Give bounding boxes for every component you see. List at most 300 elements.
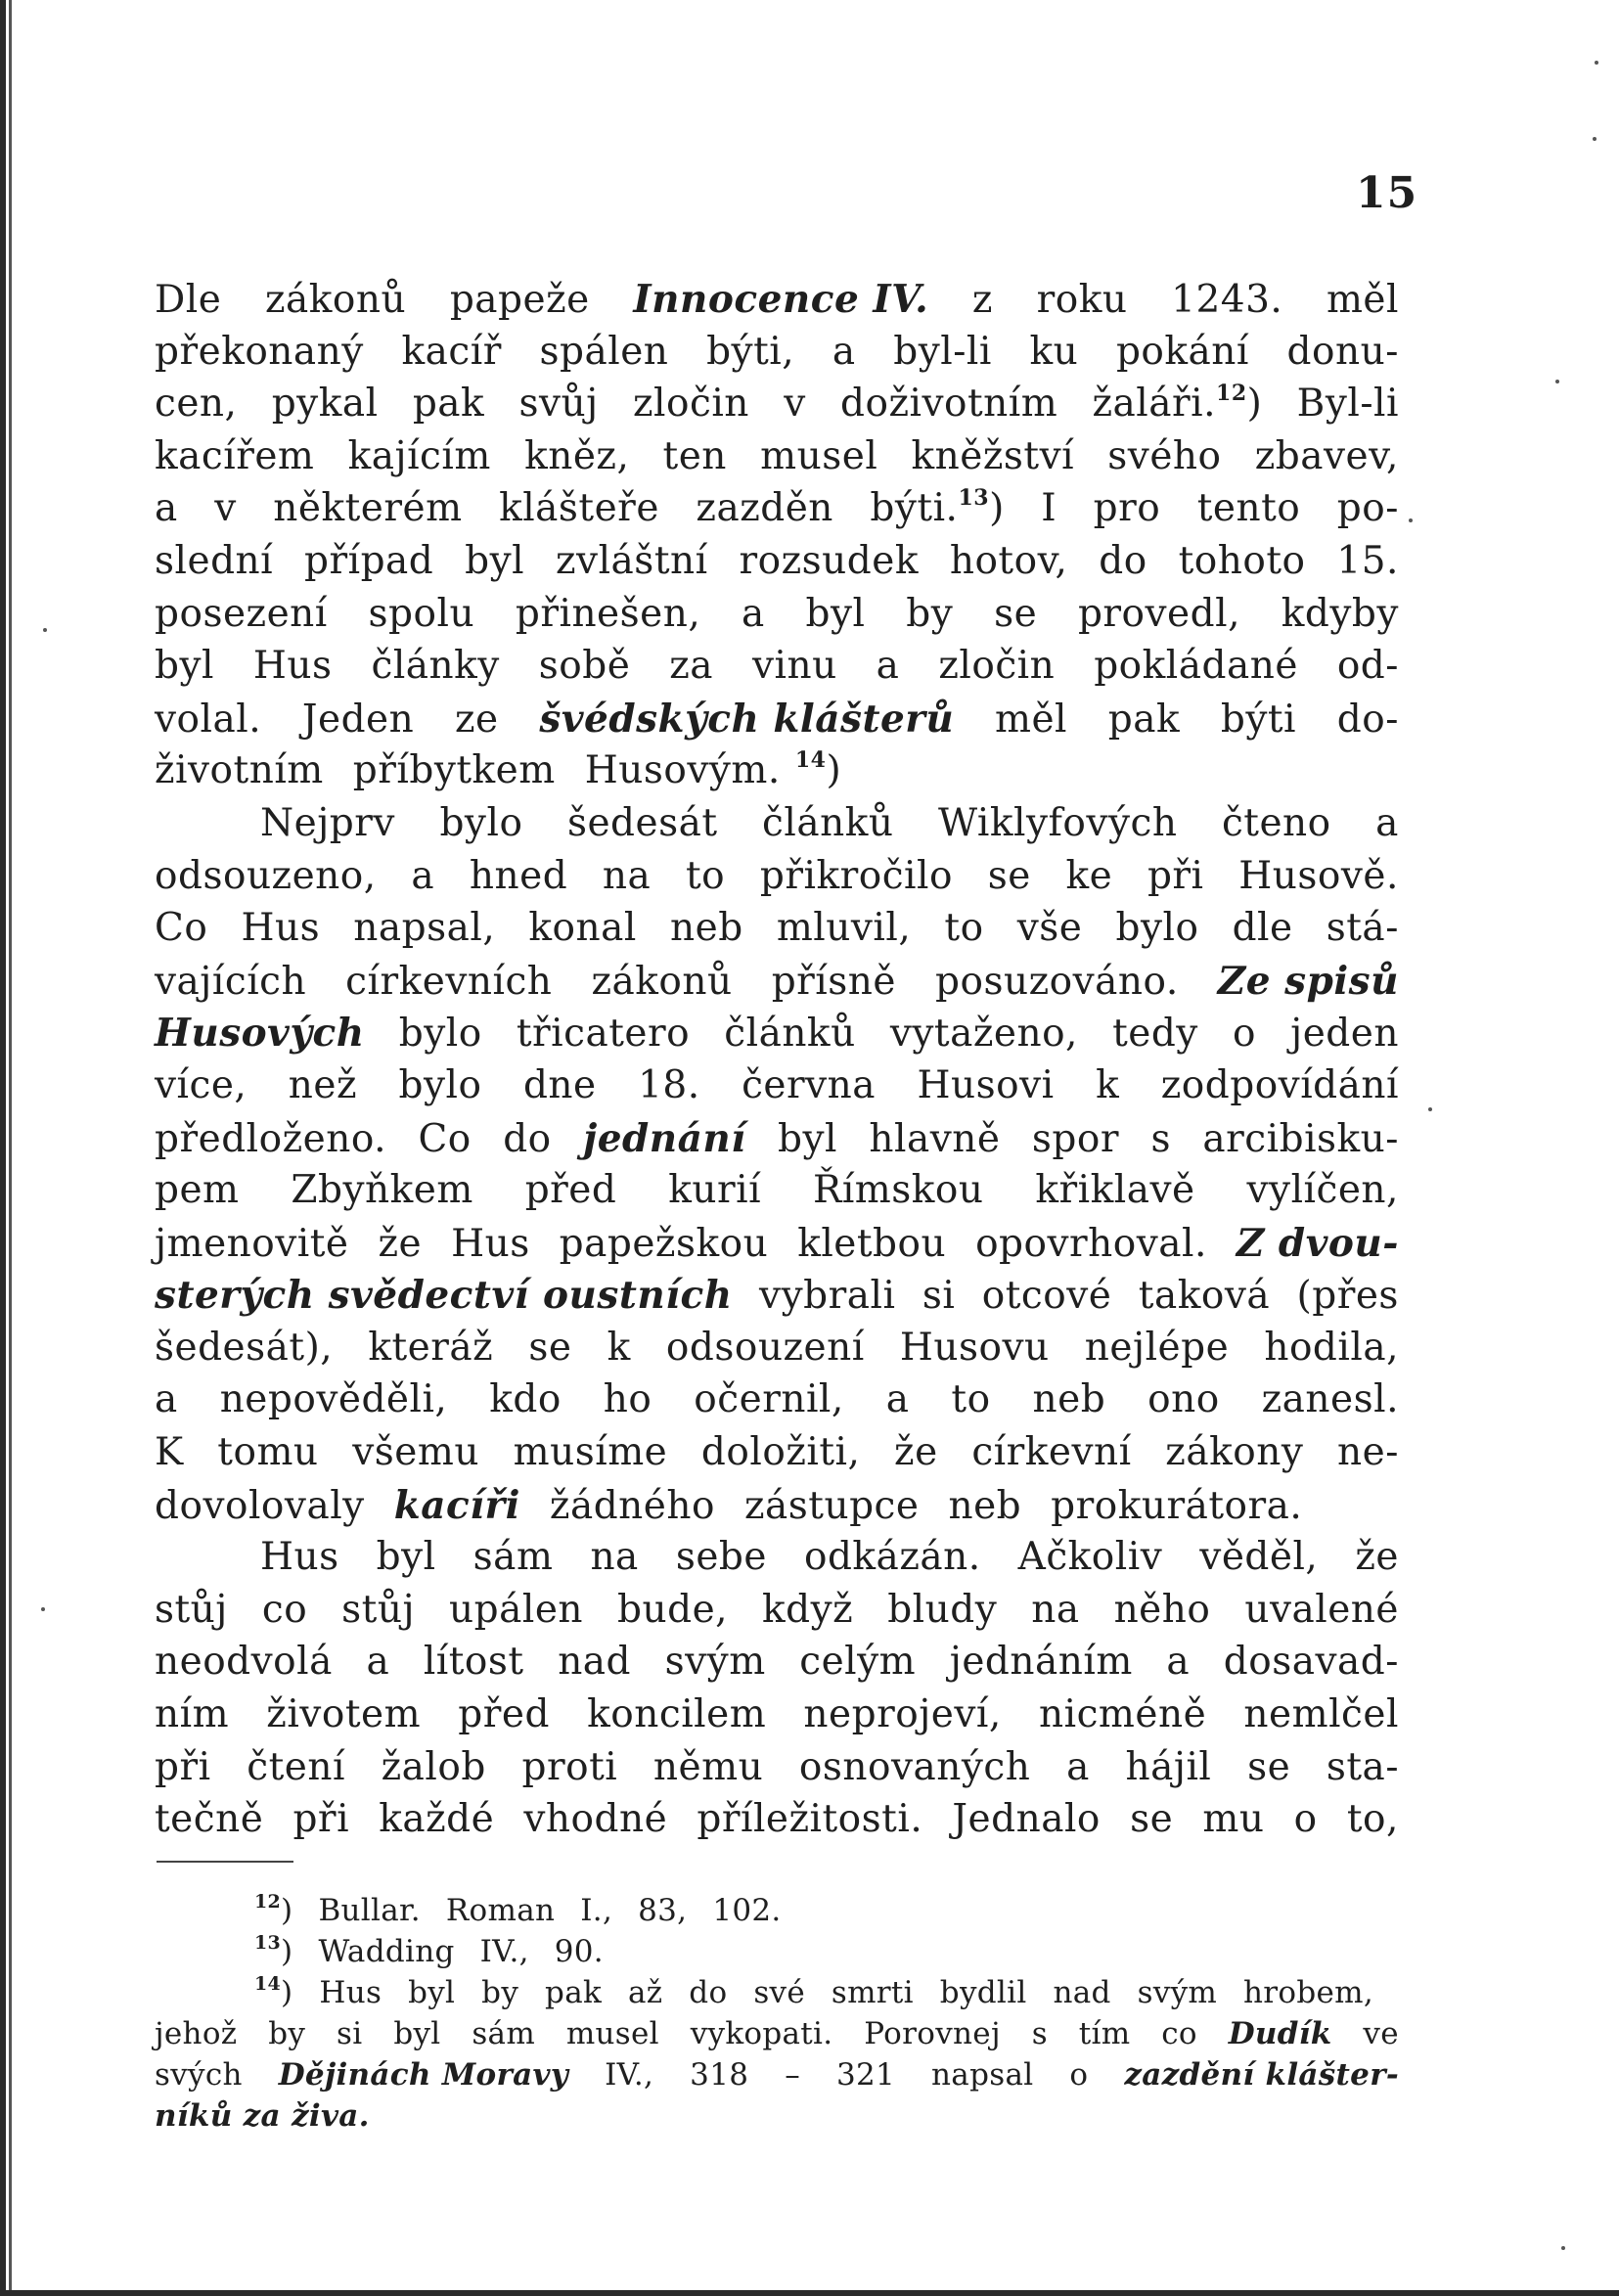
word-group bbox=[523, 1797, 667, 1841]
word: a bbox=[1166, 1640, 1191, 1685]
word: taková bbox=[1138, 1274, 1271, 1319]
word-group bbox=[523, 1063, 597, 1107]
word-group bbox=[337, 2016, 362, 2051]
word: ) bbox=[989, 486, 1005, 531]
scan-edge-left bbox=[0, 0, 6, 2296]
word: případ bbox=[304, 538, 434, 583]
word-group bbox=[762, 801, 893, 845]
word-group bbox=[558, 1640, 631, 1684]
word: ku bbox=[1029, 329, 1079, 374]
word-group bbox=[982, 1274, 1112, 1318]
word: do bbox=[503, 1116, 552, 1161]
word-group bbox=[706, 330, 794, 374]
word: dle bbox=[1232, 906, 1293, 951]
word: bylo bbox=[398, 1012, 482, 1057]
word: kletbou bbox=[797, 1221, 947, 1266]
word-group bbox=[318, 1934, 467, 1969]
word-group bbox=[785, 2057, 800, 2093]
word: měl bbox=[1326, 278, 1399, 322]
word: neb bbox=[1032, 1377, 1106, 1422]
word-group bbox=[804, 1535, 981, 1579]
word-group bbox=[1108, 698, 1180, 742]
word-group bbox=[912, 434, 1075, 478]
word: kněz, bbox=[524, 433, 630, 478]
word: papeže bbox=[449, 278, 590, 322]
word-group bbox=[265, 278, 406, 322]
word-group bbox=[950, 539, 1068, 583]
word-group bbox=[379, 1797, 494, 1841]
word-group bbox=[628, 1975, 675, 2010]
word: zazdění klášter- bbox=[1124, 2057, 1399, 2093]
word-group bbox=[1085, 1326, 1229, 1370]
word-group bbox=[591, 960, 732, 1004]
word-group bbox=[155, 486, 178, 530]
word: kteráž bbox=[368, 1325, 494, 1370]
word-group bbox=[806, 592, 866, 636]
word-group bbox=[762, 1588, 853, 1632]
word-group bbox=[528, 1326, 571, 1370]
word: se bbox=[1130, 1797, 1174, 1842]
word-group bbox=[503, 1117, 551, 1161]
word: vajících bbox=[155, 959, 307, 1004]
word: Zbyňkem bbox=[291, 1168, 473, 1213]
word: do bbox=[1099, 538, 1147, 583]
word-group bbox=[253, 644, 333, 688]
scan-speck bbox=[1561, 2246, 1565, 2250]
word: Ačkoliv bbox=[1017, 1535, 1163, 1580]
word: k bbox=[1096, 1062, 1120, 1107]
word-group bbox=[371, 644, 499, 688]
word: arcibisku- bbox=[1202, 1116, 1399, 1161]
word: příležitosti. bbox=[697, 1797, 923, 1842]
word-group bbox=[155, 854, 377, 898]
footnote-marker: 13 bbox=[958, 485, 990, 512]
word-group bbox=[799, 1745, 1031, 1789]
word: 321 bbox=[836, 2057, 896, 2093]
text-line bbox=[155, 959, 1399, 1012]
word-group bbox=[155, 698, 261, 742]
text-line bbox=[155, 906, 1399, 959]
word-group bbox=[394, 1483, 535, 1528]
text-line bbox=[155, 1745, 1399, 1798]
word: věděl, bbox=[1199, 1535, 1319, 1580]
word-group bbox=[1094, 644, 1298, 688]
word-group bbox=[1237, 1221, 1399, 1266]
word: měl bbox=[994, 697, 1068, 742]
word: hlavně bbox=[869, 1116, 1001, 1161]
word-group bbox=[669, 644, 713, 688]
word: jednáním bbox=[949, 1640, 1133, 1685]
word: sobě bbox=[538, 644, 631, 689]
word-group bbox=[366, 1640, 389, 1684]
word: v bbox=[784, 382, 806, 427]
word: posezení bbox=[155, 591, 328, 636]
word: čteno bbox=[1221, 800, 1331, 845]
word-group bbox=[1018, 1535, 1163, 1579]
word-group bbox=[1222, 801, 1331, 845]
word-group bbox=[408, 1975, 468, 2010]
word-group bbox=[988, 854, 1031, 898]
word-group bbox=[778, 1117, 837, 1161]
word: 83, bbox=[638, 1893, 688, 1928]
word: šedesát), bbox=[155, 1325, 334, 1370]
word-group bbox=[528, 906, 636, 950]
word-group bbox=[900, 1326, 1050, 1370]
word: musel bbox=[760, 433, 878, 478]
word-group bbox=[1363, 2016, 1398, 2051]
word: církevních bbox=[345, 959, 553, 1004]
word-group bbox=[345, 960, 552, 1004]
word: proti bbox=[521, 1744, 618, 1789]
word: ho bbox=[603, 1377, 652, 1422]
word-group bbox=[545, 1975, 614, 2010]
word-group bbox=[1297, 382, 1399, 426]
word: bydlil bbox=[939, 1975, 1027, 2010]
word: pro bbox=[1093, 486, 1161, 531]
word: pak bbox=[1107, 697, 1181, 742]
word-group bbox=[1244, 1588, 1399, 1632]
word-group bbox=[975, 1222, 1207, 1266]
word: se bbox=[1247, 1744, 1291, 1789]
word: 90. bbox=[554, 1934, 604, 1969]
word-group bbox=[1337, 698, 1399, 742]
word: Z dvou- bbox=[1236, 1220, 1399, 1266]
word-group bbox=[1247, 1168, 1399, 1212]
word-group bbox=[938, 801, 1177, 845]
word-group bbox=[890, 1012, 1078, 1056]
word-group bbox=[480, 1934, 542, 1969]
word-group bbox=[424, 1640, 524, 1684]
word-group bbox=[753, 1975, 818, 2010]
word-group bbox=[1287, 330, 1399, 374]
word-group bbox=[832, 1975, 926, 2010]
word-group bbox=[1147, 854, 1204, 898]
word: Husovu bbox=[899, 1325, 1050, 1370]
word-group bbox=[1166, 1640, 1190, 1684]
word-group bbox=[1327, 1745, 1399, 1789]
footnote-line bbox=[155, 2016, 1399, 2057]
word-group bbox=[1165, 1430, 1303, 1474]
word-group bbox=[724, 1012, 855, 1056]
word: Byl-li bbox=[1296, 382, 1399, 427]
word-group bbox=[369, 592, 475, 636]
word-group bbox=[155, 1745, 211, 1789]
word: se bbox=[987, 853, 1031, 898]
word-group bbox=[712, 1893, 793, 1928]
word: tedy bbox=[1112, 1012, 1198, 1057]
word: kněžství bbox=[911, 433, 1075, 478]
word: neodvolá bbox=[155, 1640, 333, 1685]
word: očernil, bbox=[694, 1377, 844, 1422]
word-group bbox=[1171, 278, 1282, 322]
footnote-line bbox=[155, 1893, 1399, 1934]
word-group bbox=[952, 1797, 1101, 1841]
word: při bbox=[155, 1744, 211, 1789]
word: švédských klášterů bbox=[539, 696, 955, 742]
word: tečně bbox=[155, 1797, 264, 1842]
word: kacířem bbox=[155, 433, 315, 478]
word-group bbox=[1336, 539, 1399, 583]
word-group bbox=[525, 1168, 617, 1212]
word-group bbox=[555, 1934, 616, 1969]
word: a bbox=[1066, 1744, 1090, 1789]
word-group bbox=[1224, 1640, 1399, 1684]
word-group bbox=[560, 1222, 769, 1266]
word: jehož bbox=[155, 2016, 238, 2051]
word: nad bbox=[558, 1640, 632, 1685]
word-group bbox=[413, 382, 484, 426]
word: Dle bbox=[155, 278, 222, 322]
word: nejlépe bbox=[1084, 1325, 1230, 1370]
word: býti bbox=[1220, 697, 1297, 742]
word-group bbox=[1375, 801, 1399, 845]
word-group bbox=[1233, 906, 1293, 950]
word: byl-li bbox=[893, 329, 992, 374]
word: ve bbox=[1363, 2016, 1399, 2051]
scan-edge-bottom bbox=[0, 2290, 1619, 2296]
word: žádného bbox=[549, 1483, 715, 1528]
word: 102. bbox=[712, 1893, 782, 1928]
word-group bbox=[1202, 1117, 1399, 1161]
word-group bbox=[566, 2016, 659, 2051]
word-group bbox=[944, 906, 983, 950]
word: dne bbox=[522, 1062, 597, 1107]
word: neprojeví, bbox=[803, 1692, 1002, 1737]
word: tohoto bbox=[1178, 538, 1306, 583]
word-group bbox=[931, 2057, 1033, 2093]
word-group bbox=[352, 1430, 479, 1474]
word-group bbox=[784, 382, 806, 426]
word: napsal, bbox=[353, 906, 496, 951]
word-group bbox=[1337, 1430, 1399, 1474]
word-group bbox=[1096, 1063, 1119, 1107]
footnote-rule bbox=[157, 1861, 293, 1863]
word-group bbox=[155, 1797, 263, 1841]
word-group bbox=[940, 1975, 1040, 2010]
word: opovrhoval. bbox=[975, 1221, 1207, 1266]
word: Porovnej bbox=[864, 2016, 1001, 2051]
word-group bbox=[247, 1745, 345, 1789]
word-group bbox=[1139, 1274, 1270, 1318]
word-group bbox=[472, 2016, 535, 2051]
word-group bbox=[220, 1377, 448, 1421]
word-group bbox=[663, 434, 727, 478]
word-group bbox=[304, 539, 433, 583]
word-group bbox=[1094, 486, 1161, 530]
word-group bbox=[1247, 1745, 1290, 1789]
word: pokání bbox=[1115, 329, 1249, 374]
word: své bbox=[753, 1975, 805, 2010]
text-line bbox=[155, 1588, 1399, 1641]
word-group bbox=[155, 1640, 333, 1684]
text-line bbox=[155, 748, 1399, 801]
word-group bbox=[465, 539, 524, 583]
word: při bbox=[1147, 853, 1204, 898]
word-group bbox=[450, 278, 590, 322]
word-group bbox=[585, 748, 856, 792]
word: spolu bbox=[368, 591, 475, 636]
word-group bbox=[458, 1692, 550, 1736]
word: byl bbox=[778, 1116, 837, 1161]
word: němu bbox=[652, 1744, 764, 1789]
word-group bbox=[155, 2016, 237, 2051]
word: ) bbox=[281, 1934, 293, 1969]
word-group bbox=[691, 2016, 833, 2051]
word: to, bbox=[1346, 1797, 1399, 1842]
word: svého bbox=[1107, 433, 1222, 478]
word-group bbox=[772, 960, 896, 1004]
word-group bbox=[1124, 2057, 1399, 2093]
word: hájil bbox=[1125, 1744, 1212, 1789]
word: ono bbox=[1147, 1377, 1220, 1422]
word: sám bbox=[472, 1535, 554, 1580]
word: přinešen, bbox=[515, 591, 701, 636]
word-group bbox=[1069, 2057, 1088, 2093]
word: k bbox=[607, 1325, 631, 1370]
word-group bbox=[1161, 2016, 1197, 2051]
word: června bbox=[742, 1062, 877, 1107]
word-group bbox=[214, 486, 237, 530]
word-group bbox=[1197, 486, 1301, 530]
word-group bbox=[289, 1063, 357, 1107]
word: byl bbox=[393, 2016, 441, 2051]
word: a bbox=[876, 644, 900, 689]
word-group bbox=[864, 2016, 1001, 2051]
footnote-marker: 12 bbox=[254, 1891, 282, 1913]
word: na bbox=[1031, 1587, 1080, 1632]
word: při bbox=[292, 1797, 350, 1842]
word: co bbox=[261, 1587, 308, 1632]
word-group bbox=[539, 697, 954, 742]
word-group bbox=[605, 2057, 653, 2093]
word: mu bbox=[1202, 1797, 1265, 1842]
word-group bbox=[1327, 906, 1399, 950]
word-group bbox=[539, 644, 631, 688]
text-line bbox=[155, 330, 1399, 383]
word-group bbox=[1031, 1588, 1079, 1632]
word-group bbox=[449, 1588, 583, 1632]
word: žalob bbox=[381, 1744, 486, 1789]
word-group bbox=[377, 1535, 436, 1579]
word: Roman bbox=[445, 1893, 556, 1928]
word: v bbox=[214, 486, 237, 531]
word: zbavev, bbox=[1254, 433, 1399, 478]
text-line bbox=[155, 1326, 1399, 1378]
word-group bbox=[399, 1012, 482, 1056]
word-group bbox=[155, 1377, 178, 1421]
word-group bbox=[894, 1430, 938, 1474]
word: více, bbox=[155, 1062, 247, 1107]
word: Husovi bbox=[917, 1062, 1055, 1107]
word-group bbox=[1243, 1692, 1399, 1736]
word: musel bbox=[565, 2016, 659, 2051]
word-group bbox=[302, 698, 414, 742]
word-group bbox=[690, 2057, 748, 2093]
word-group bbox=[1033, 1377, 1106, 1421]
word: by bbox=[268, 2016, 306, 2051]
word: do- bbox=[1336, 697, 1399, 742]
word-group bbox=[1150, 1117, 1171, 1161]
word: I bbox=[1041, 486, 1057, 531]
word-group bbox=[1282, 592, 1399, 636]
word-group bbox=[1130, 1797, 1173, 1841]
word-group bbox=[155, 1588, 228, 1632]
word-group bbox=[540, 330, 669, 374]
word-group bbox=[1037, 278, 1128, 322]
text-line bbox=[155, 592, 1399, 645]
word: napsal bbox=[931, 2057, 1034, 2093]
word: smrti bbox=[831, 1975, 914, 2010]
word: až bbox=[627, 1975, 663, 2010]
word: byl bbox=[465, 538, 525, 583]
word-group bbox=[870, 486, 1004, 530]
word: jmenovitě bbox=[155, 1221, 349, 1266]
word-group bbox=[935, 960, 1179, 1004]
footnotes bbox=[155, 1893, 1399, 2139]
word: byl bbox=[805, 591, 866, 636]
word-group bbox=[155, 539, 273, 583]
word-group bbox=[759, 1274, 895, 1318]
word: tento bbox=[1196, 486, 1301, 531]
footnote-marker: 14 bbox=[254, 1973, 282, 1995]
footnote-line bbox=[155, 1934, 1399, 1975]
word: vykopati. bbox=[690, 2016, 833, 2051]
word: jeden bbox=[1290, 1012, 1399, 1057]
word: byl bbox=[155, 644, 214, 689]
word: nad bbox=[1053, 1975, 1111, 2010]
word-group bbox=[155, 1063, 247, 1107]
word-group bbox=[1161, 1063, 1399, 1107]
word: na bbox=[590, 1535, 639, 1580]
word: IV., bbox=[479, 1934, 529, 1969]
word-group bbox=[701, 1430, 860, 1474]
word: od- bbox=[1336, 644, 1399, 689]
word: ten bbox=[662, 433, 727, 478]
word: doložiti, bbox=[700, 1430, 861, 1475]
word: předloženo. bbox=[155, 1116, 387, 1161]
word: bude, bbox=[617, 1587, 729, 1632]
word-group bbox=[155, 1326, 333, 1370]
word-group bbox=[1116, 330, 1249, 374]
word: 18. bbox=[638, 1062, 700, 1107]
word: do bbox=[689, 1975, 728, 2010]
text-line bbox=[155, 644, 1399, 697]
word-group bbox=[262, 1588, 307, 1632]
word-group bbox=[668, 1168, 761, 1212]
word: donu- bbox=[1286, 329, 1399, 374]
word-group bbox=[686, 854, 725, 898]
word-group bbox=[1066, 1745, 1090, 1789]
word: překonaný bbox=[155, 329, 364, 374]
word-group bbox=[155, 906, 207, 950]
text-line bbox=[155, 697, 1399, 749]
word: si bbox=[337, 2016, 363, 2051]
word-group bbox=[1093, 382, 1263, 426]
word: bludy bbox=[887, 1587, 998, 1632]
word: Dějinách Moravy bbox=[278, 2057, 569, 2093]
word-group bbox=[1114, 1588, 1211, 1632]
word-group bbox=[1243, 1975, 1386, 2010]
word-group bbox=[567, 801, 718, 845]
word-group bbox=[1126, 1745, 1212, 1789]
word: byl bbox=[408, 1975, 456, 2010]
word: sterých svědectví oustních bbox=[155, 1273, 733, 1319]
word: a bbox=[155, 1377, 178, 1422]
word-group bbox=[155, 382, 237, 426]
word: Nejprv bbox=[260, 800, 395, 845]
word: životním bbox=[155, 748, 324, 793]
word: Hus bbox=[260, 1535, 339, 1580]
